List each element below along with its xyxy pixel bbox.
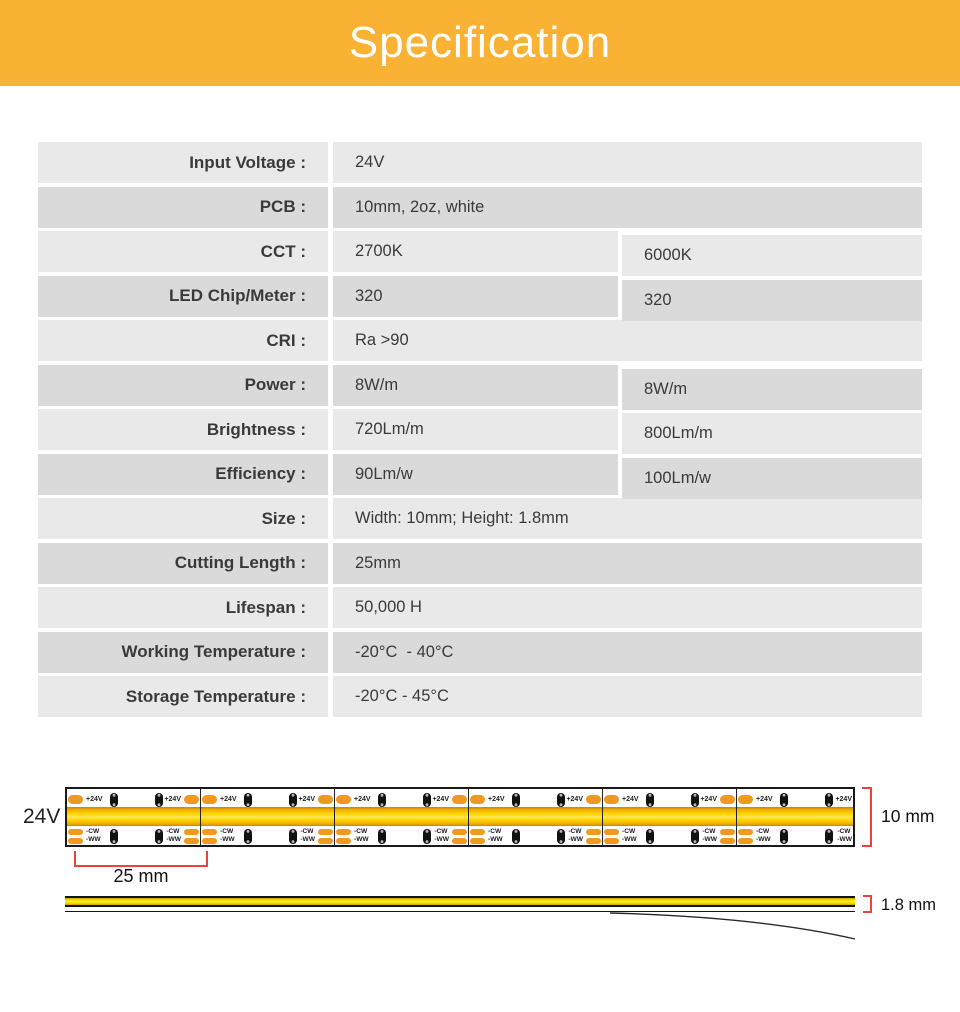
negative-pad-labels	[354, 828, 369, 845]
smd-component-icon	[423, 829, 431, 844]
spec-value: -20°C - 45°C	[333, 676, 922, 717]
spec-table	[38, 142, 922, 717]
negative-pad	[470, 838, 485, 844]
smd-component-icon	[110, 793, 118, 808]
spec-label: Working Temperature :	[38, 632, 328, 673]
negative-pad-labels	[86, 828, 101, 845]
positive-pad-label: +24V	[164, 796, 181, 803]
negative-pad	[738, 838, 753, 844]
ww-pad-label: -WW	[568, 836, 583, 844]
cut-length-dimension-bracket	[74, 851, 208, 867]
positive-pad-label: +24V	[622, 796, 639, 803]
table-row	[38, 587, 922, 628]
negative-pad-labels	[568, 828, 583, 845]
spec-value: -20°C - 40°C	[333, 632, 922, 673]
strip-segment	[67, 789, 201, 845]
spec-label: Input Voltage :	[38, 142, 328, 183]
spec-value: 50,000 H	[333, 587, 922, 628]
table-row	[38, 543, 922, 584]
positive-pad	[336, 795, 351, 804]
negative-pad	[604, 838, 619, 844]
table-row	[38, 498, 922, 539]
table-row	[38, 632, 922, 673]
smd-component-icon	[780, 829, 788, 844]
cw-pad-label: -CW	[166, 827, 180, 835]
negative-pad	[336, 829, 351, 835]
strip-voltage-label: 24V	[23, 805, 61, 828]
spec-label: Size :	[38, 498, 328, 539]
spec-value-col2: 320	[622, 280, 922, 321]
led-strip-side-view	[65, 896, 855, 912]
cw-pad-label: -CW	[220, 827, 234, 835]
strip-segments	[67, 789, 855, 845]
negative-pad-labels	[220, 828, 235, 845]
smd-component-icon	[780, 793, 788, 808]
strip-segment	[469, 789, 603, 845]
negative-pad	[318, 838, 333, 844]
negative-pad	[318, 829, 333, 835]
spec-value: 25mm	[333, 543, 922, 584]
positive-pad-label: +24V	[432, 796, 449, 803]
negative-pad	[738, 829, 753, 835]
table-row	[38, 231, 922, 272]
negative-pad	[586, 838, 601, 844]
spec-label: Cutting Length :	[38, 543, 328, 584]
positive-pad-label: +24V	[835, 796, 852, 803]
cw-pad-label: -CW	[434, 827, 448, 835]
spec-value-col1: 2700K	[333, 231, 618, 272]
height-dimension-label: 1.8 mm	[881, 896, 937, 914]
cw-pad-label: -CW	[756, 827, 770, 835]
spec-label: Power :	[38, 365, 328, 406]
negative-pad	[202, 838, 217, 844]
smd-component-icon	[825, 829, 833, 844]
positive-pad-label: +24V	[86, 796, 103, 803]
page-title: Specification	[348, 18, 612, 67]
table-row	[38, 276, 922, 317]
negative-pad-labels	[300, 828, 315, 845]
negative-pad-labels	[837, 828, 852, 845]
positive-pad	[184, 795, 199, 804]
smd-component-icon	[244, 793, 252, 808]
spec-label: Brightness :	[38, 409, 328, 450]
spec-value-col2: 6000K	[622, 235, 922, 276]
spec-label: Efficiency :	[38, 454, 328, 495]
positive-pad	[720, 795, 735, 804]
smd-component-icon	[289, 793, 297, 808]
cw-pad-label: -CW	[300, 827, 314, 835]
spec-label: PCB :	[38, 187, 328, 228]
table-row	[38, 142, 922, 183]
ww-pad-label: -WW	[300, 836, 315, 844]
positive-pad	[738, 795, 753, 804]
spec-value-col1: 8W/m	[333, 365, 618, 406]
negative-pad	[604, 829, 619, 835]
smd-component-icon	[512, 829, 520, 844]
header-banner	[0, 0, 960, 86]
smd-component-icon	[289, 829, 297, 844]
smd-component-icon	[378, 793, 386, 808]
positive-pad-label: +24V	[488, 796, 505, 803]
smd-component-icon	[691, 829, 699, 844]
smd-component-icon	[557, 793, 565, 808]
positive-pad	[604, 795, 619, 804]
negative-pad	[184, 838, 199, 844]
positive-pad	[202, 795, 217, 804]
strip-segment	[603, 789, 737, 845]
ww-pad-label: -WW	[166, 836, 181, 844]
smd-component-icon	[557, 829, 565, 844]
height-dimension-bracket	[863, 895, 872, 913]
table-row	[38, 409, 922, 450]
smd-component-icon	[646, 793, 654, 808]
ww-pad-label: -WW	[354, 836, 369, 844]
smd-component-icon	[155, 829, 163, 844]
negative-pad-labels	[622, 828, 637, 845]
spec-label: Lifespan :	[38, 587, 328, 628]
positive-pad	[68, 795, 83, 804]
ww-pad-label: -WW	[622, 836, 637, 844]
smd-component-icon	[244, 829, 252, 844]
table-row	[38, 676, 922, 717]
spec-label: CCT :	[38, 231, 328, 272]
led-strip-top-view	[65, 787, 855, 847]
smd-component-icon	[825, 793, 833, 808]
cw-pad-label: -CW	[568, 827, 582, 835]
positive-pad-label: +24V	[566, 796, 583, 803]
positive-pad-label: +24V	[220, 796, 237, 803]
positive-pad-label: +24V	[756, 796, 773, 803]
cw-pad-label: -CW	[702, 827, 716, 835]
negative-pad	[68, 838, 83, 844]
cw-pad-label: -CW	[837, 827, 851, 835]
width-dimension-label: 10 mm	[881, 806, 935, 826]
strip-segment	[335, 789, 469, 845]
smd-component-icon	[512, 793, 520, 808]
cw-pad-label: -CW	[488, 827, 502, 835]
spec-value: 24V	[333, 142, 922, 183]
width-dimension-bracket	[862, 787, 872, 847]
negative-pad	[470, 829, 485, 835]
spec-value-col2: 8W/m	[622, 369, 922, 410]
smd-component-icon	[155, 793, 163, 808]
smd-component-icon	[423, 793, 431, 808]
negative-pad-labels	[166, 828, 181, 845]
strip-segment	[201, 789, 335, 845]
negative-pad	[202, 829, 217, 835]
spec-value: Width: 10mm; Height: 1.8mm	[333, 498, 922, 539]
ww-pad-label: -WW	[488, 836, 503, 844]
table-row	[38, 187, 922, 228]
positive-pad	[586, 795, 601, 804]
spec-value: 10mm, 2oz, white	[333, 187, 922, 228]
positive-pad-label: +24V	[700, 796, 717, 803]
ww-pad-label: -WW	[220, 836, 235, 844]
spec-value-col1: 320	[333, 276, 618, 317]
positive-pad-label: +24V	[298, 796, 315, 803]
negative-pad	[184, 829, 199, 835]
table-row	[38, 365, 922, 406]
negative-pad	[452, 829, 467, 835]
ww-pad-label: -WW	[434, 836, 449, 844]
negative-pad	[336, 838, 351, 844]
negative-pad-labels	[756, 828, 771, 845]
spec-label: LED Chip/Meter :	[38, 276, 328, 317]
negative-pad-labels	[488, 828, 503, 845]
ww-pad-label: -WW	[756, 836, 771, 844]
ww-pad-label: -WW	[86, 836, 101, 844]
spec-value-col2: 100Lm/w	[622, 458, 922, 499]
smd-component-icon	[646, 829, 654, 844]
ww-pad-label: -WW	[837, 836, 852, 844]
spec-label: Storage Temperature :	[38, 676, 328, 717]
spec-value-col1: 90Lm/w	[333, 454, 618, 495]
side-view-phosphor-layer	[65, 898, 855, 905]
positive-pad-label: +24V	[354, 796, 371, 803]
positive-pad	[318, 795, 333, 804]
cw-pad-label: -CW	[354, 827, 368, 835]
negative-pad	[720, 838, 735, 844]
negative-pad-labels	[434, 828, 449, 845]
side-view-bottom-edge	[65, 911, 855, 913]
spec-value: Ra >90	[333, 320, 922, 361]
cut-length-dimension-label: 25 mm	[113, 866, 169, 886]
smd-component-icon	[691, 793, 699, 808]
smd-component-icon	[110, 829, 118, 844]
positive-pad	[452, 795, 467, 804]
negative-pad	[68, 829, 83, 835]
spec-label: CRI :	[38, 320, 328, 361]
negative-pad	[586, 829, 601, 835]
cw-pad-label: -CW	[86, 827, 100, 835]
smd-component-icon	[378, 829, 386, 844]
cw-pad-label: -CW	[622, 827, 636, 835]
ww-pad-label: -WW	[702, 836, 717, 844]
strip-segment	[737, 789, 855, 845]
table-row	[38, 320, 922, 361]
negative-pad-labels	[702, 828, 717, 845]
positive-pad	[470, 795, 485, 804]
spec-value-col2: 800Lm/m	[622, 413, 922, 454]
table-row	[38, 454, 922, 495]
negative-pad	[720, 829, 735, 835]
negative-pad	[452, 838, 467, 844]
spec-value-col1: 720Lm/m	[333, 409, 618, 450]
